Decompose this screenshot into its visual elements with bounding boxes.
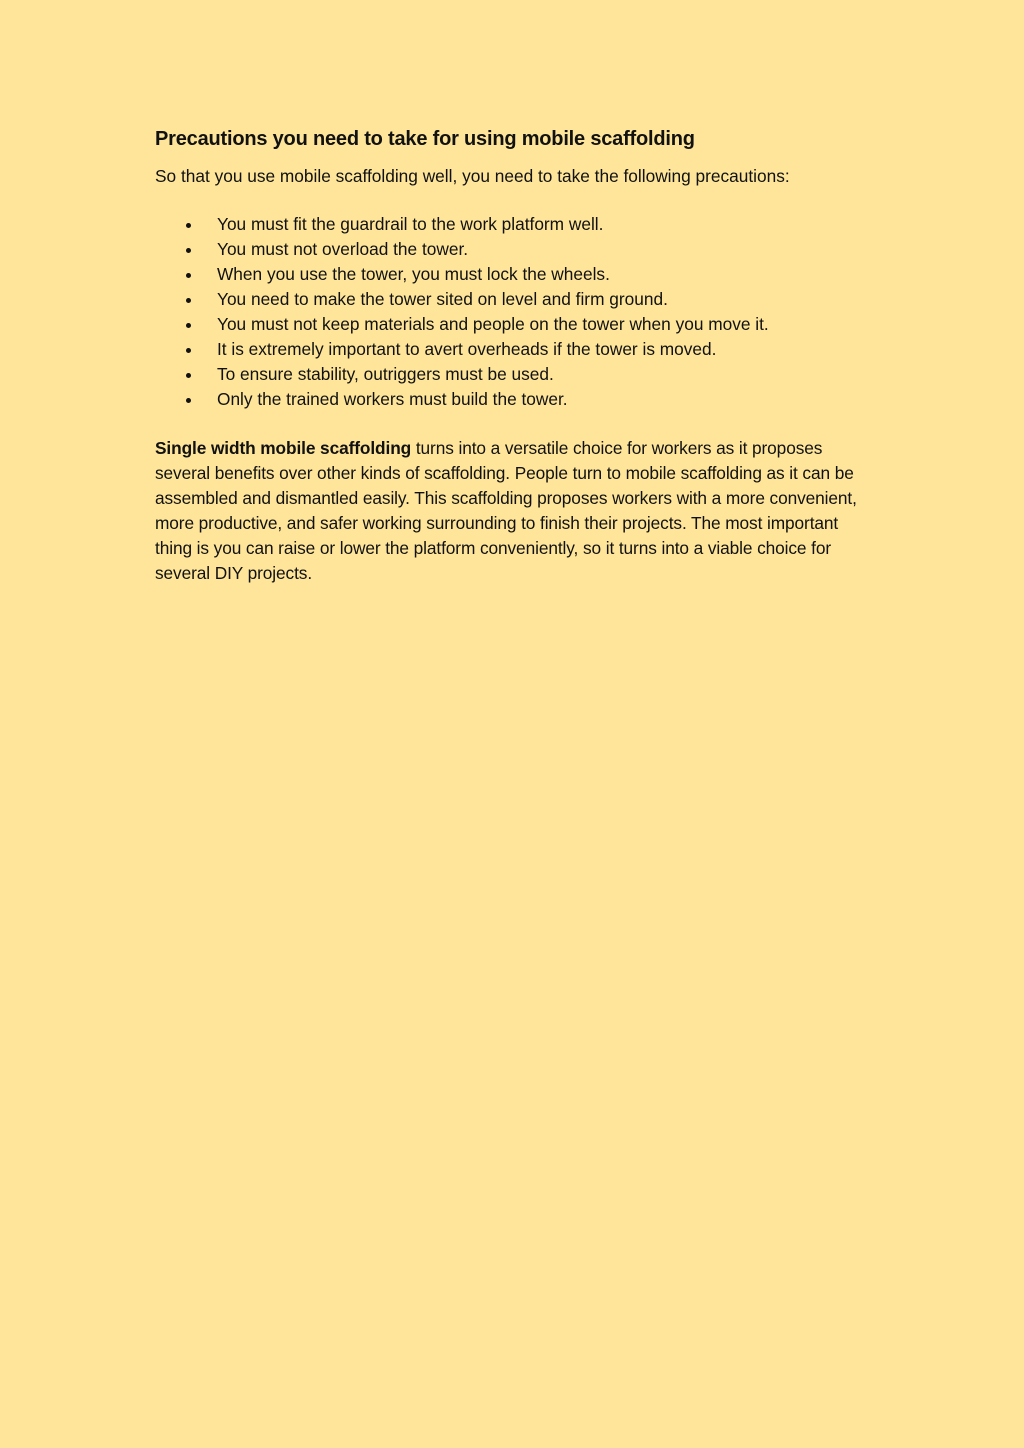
- page-title: Precautions you need to take for using mobile scaffolding: [155, 128, 695, 150]
- bold-lead-text: Single width mobile scaffolding: [155, 438, 412, 458]
- bullet-icon: [186, 223, 191, 228]
- document-content: [155, 124, 875, 586]
- list-item: [155, 237, 875, 262]
- bullet-icon: [186, 398, 191, 403]
- list-item: [155, 287, 875, 312]
- list-item-text: It is extremely important to avert overheads if the tower is moved.: [217, 339, 717, 359]
- body-paragraph: [155, 436, 875, 586]
- list-item: [155, 337, 875, 362]
- bullet-icon: [186, 348, 191, 353]
- list-item-text: You must not keep materials and people on the tower when you move it.: [217, 314, 769, 334]
- list-item: [155, 362, 875, 387]
- intro-text: So that you use mobile scaffolding well, you need to take the following precautions:: [155, 166, 790, 186]
- bullet-icon: [186, 323, 191, 328]
- list-item-text: You must not overload the tower.: [217, 239, 469, 259]
- bullet-icon: [186, 273, 191, 278]
- bullet-icon: [186, 248, 191, 253]
- list-item-text: Only the trained workers must build the tower.: [217, 389, 568, 409]
- bullet-icon: [186, 373, 191, 378]
- precautions-list: [155, 212, 875, 412]
- list-item-text: You must fit the guardrail to the work platform well.: [217, 214, 604, 234]
- paragraph-text: turns into a versatile choice for workers as it proposes several benefits over other kinds of scaffolding. People turn to mobile scaffolding as it can be assembled and dismantled easily. This scaffolding proposes workers with a more convenient, more productive, and safer working surrounding to finish their projects. The most important thing is you can raise or lower the platform conveniently, so it turns into a viable choice for several DIY projects.: [155, 438, 857, 583]
- list-item: [155, 387, 875, 412]
- list-item-text: When you use the tower, you must lock the wheels.: [217, 264, 610, 284]
- list-item-text: You need to make the tower sited on level and firm ground.: [217, 289, 668, 309]
- bullet-icon: [186, 298, 191, 303]
- list-item: [155, 212, 875, 237]
- list-item-text: To ensure stability, outriggers must be used.: [217, 364, 554, 384]
- list-item: [155, 262, 875, 287]
- list-item: [155, 312, 875, 337]
